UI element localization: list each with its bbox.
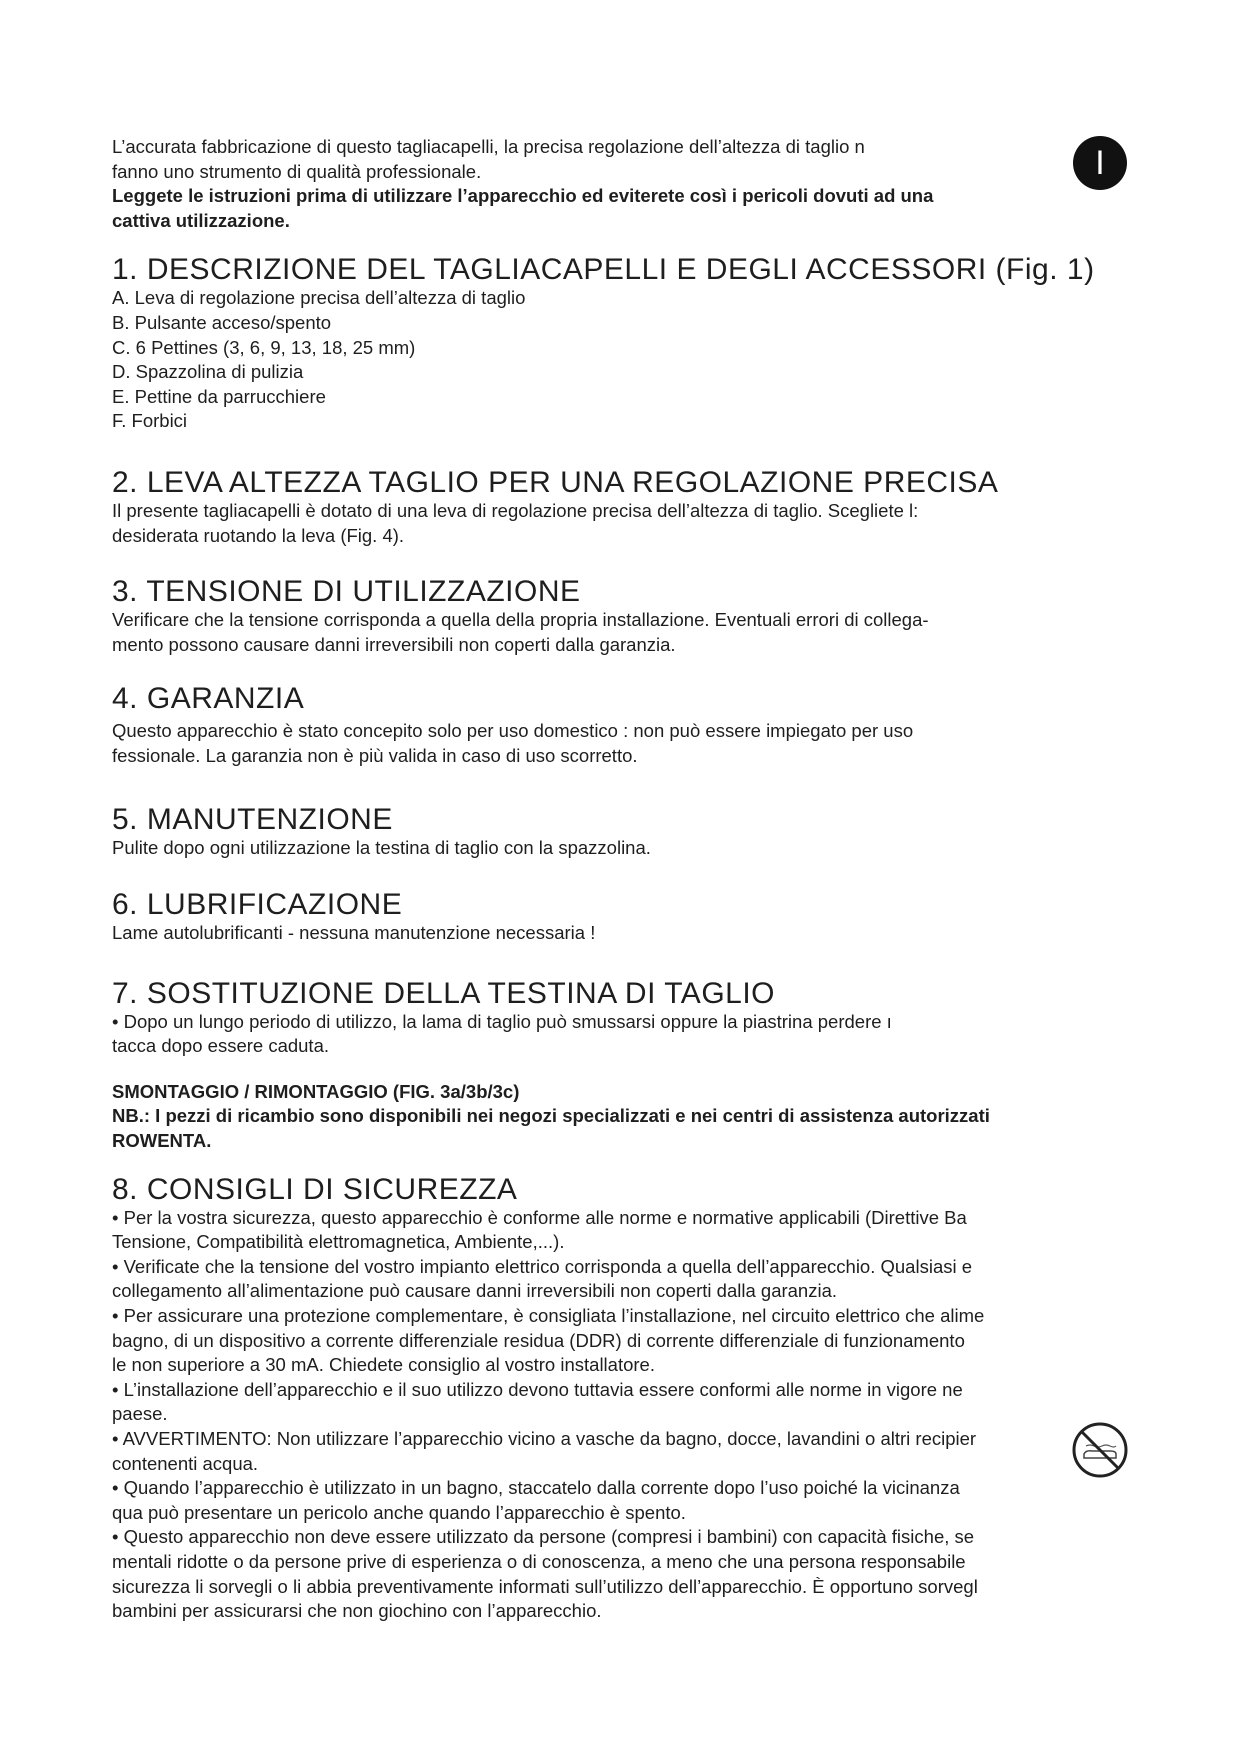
section-text: • Dopo un lungo periodo di utilizzo, la lama di taglio può smussarsi oppure la piastrina perdere ı bbox=[112, 1010, 892, 1032]
safety-line: collegamento all’alimentazione può causare danni irreversibili non coperti dalla garanzia. bbox=[112, 1280, 838, 1302]
note-line: NB.: I pezzi di ricambio sono disponibili nei negozi specializzati e nei centri di assistenza autorizzati bbox=[112, 1105, 990, 1127]
safety-line: Tensione, Compatibilità elettromagnetica, Ambiente,...). bbox=[112, 1231, 565, 1253]
section-text: Lame autolubrificanti - nessuna manutenzione necessaria ! bbox=[112, 922, 596, 944]
safety-line: • Verificate che la tensione del vostro impianto elettrico corrisponda a quella dell’apparecchio. Qualsiasi e bbox=[112, 1255, 973, 1277]
intro-line: L’accurata fabbricazione di questo tagliacapelli, la precisa regolazione dell’altezza di taglio n bbox=[112, 136, 865, 157]
section-text: Verificare che la tensione corrisponda a quella della propria installazione. Eventuali errori di collega- bbox=[112, 609, 929, 631]
section-text: mento possono causare danni irreversibili non coperti dalla garanzia. bbox=[112, 633, 676, 655]
section-title-maintenance: 5. MANUTENZIONE bbox=[112, 802, 393, 836]
safety-line: qua può presentare un pericolo anche quando l’apparecchio è spento. bbox=[112, 1501, 686, 1523]
safety-line: • Questo apparecchio non deve essere utilizzato da persone (compresi i bambini) con capacità fisiche, se bbox=[112, 1526, 975, 1548]
no-water-warning-icon bbox=[1070, 1420, 1130, 1480]
safety-line: • AVVERTIMENTO: Non utilizzare l’apparecchio vicino a vasche da bagno, docce, lavandini o altri recipier bbox=[112, 1428, 977, 1449]
safety-line: • Per assicurare una protezione complementare, è consigliata l’installazione, nel circuito elettrico che alime bbox=[112, 1305, 985, 1327]
accessory-item: D. Spazzolina di pulizia bbox=[112, 361, 304, 383]
section-text: Questo apparecchio è stato concepito solo per uso domestico : non può essere impiegato per uso bbox=[112, 720, 914, 742]
safety-line: contenenti acqua. bbox=[112, 1452, 259, 1474]
section-title-voltage: 3. TENSIONE DI UTILIZZAZIONE bbox=[112, 575, 581, 609]
safety-line: • Per la vostra sicurezza, questo apparecchio è conforme alle norme e normative applicabili (Direttive Ba bbox=[112, 1206, 967, 1228]
section-text: desiderata ruotando la leva (Fig. 4). bbox=[112, 524, 405, 546]
safety-line: paese. bbox=[112, 1403, 168, 1425]
section-title-safety: 8. CONSIGLI DI SICUREZZA bbox=[112, 1172, 518, 1206]
safety-line: le non superiore a 30 mA. Chiedete consiglio al vostro installatore. bbox=[112, 1354, 655, 1376]
safety-line: bagno, di un dispositivo a corrente differenziale residua (DDR) di corrente differenziale di funzionamento bbox=[112, 1329, 965, 1351]
safety-line: bambini per assicurarsi che non giochino con l’apparecchio. bbox=[112, 1600, 602, 1622]
section-text: fessionale. La garanzia non è più valida in caso di uso scorretto. bbox=[112, 744, 638, 766]
section-text: tacca dopo essere caduta. bbox=[112, 1035, 330, 1057]
accessory-item: E. Pettine da parrucchiere bbox=[112, 385, 326, 407]
accessory-item: A. Leva di regolazione precisa dell’altezza di taglio bbox=[112, 287, 526, 309]
language-badge: I bbox=[1073, 136, 1127, 190]
section-title-cutting-height: 2. LEVA ALTEZZA TAGLIO PER UNA REGOLAZIONE PRECISA bbox=[112, 465, 999, 499]
section-text: Il presente tagliacapelli è dotato di una leva di regolazione precisa dell’altezza di taglio. Scegliete l: bbox=[112, 499, 919, 521]
section-text: Pulite dopo ogni utilizzazione la testina di taglio con la spazzolina. bbox=[112, 836, 651, 858]
subsection-heading: SMONTAGGIO / RIMONTAGGIO (FIG. 3a/3b/3c) bbox=[112, 1080, 520, 1102]
intro-line: fanno uno strumento di qualità professionale. bbox=[112, 160, 482, 182]
safety-line: • L’installazione dell’apparecchio e il suo utilizzo devono tuttavia essere conformi alle norme in vigore ne bbox=[112, 1378, 963, 1400]
section-title-lubrication: 6. LUBRIFICAZIONE bbox=[112, 888, 403, 922]
accessory-item: C. 6 Pettines (3, 6, 9, 13, 18, 25 mm) bbox=[112, 336, 416, 358]
safety-line: sicurezza li sorvegli o li abbia preventivamente informati sull’utilizzo dell’apparecchio. È opportuno sorvegl bbox=[112, 1575, 978, 1597]
safety-line: mentali ridotte o da persone prive di esperienza o di conoscenza, a meno che una persona responsabile bbox=[112, 1550, 966, 1572]
section-title-warranty: 4. GARANZIA bbox=[112, 682, 305, 716]
intro-warning: cattiva utilizzazione. bbox=[112, 209, 290, 231]
note-line: ROWENTA. bbox=[112, 1130, 212, 1152]
section-title-replacement: 7. SOSTITUZIONE DELLA TESTINA DI TAGLIO bbox=[112, 976, 776, 1010]
intro-warning: Leggete le istruzioni prima di utilizzare l’apparecchio ed eviterete così i pericoli dovuti ad una bbox=[112, 185, 934, 207]
accessory-item: F. Forbici bbox=[112, 410, 188, 432]
safety-line: • Quando l’apparecchio è utilizzato in un bagno, staccatelo dalla corrente dopo l’uso poiché la vicinanza bbox=[112, 1477, 960, 1499]
document-body bbox=[112, 135, 1212, 1624]
accessory-item: B. Pulsante acceso/spento bbox=[112, 311, 332, 333]
section-title-description: 1. DESCRIZIONE DEL TAGLIACAPELLI E DEGLI ACCESSORI (Fig. 1) bbox=[112, 253, 1095, 287]
